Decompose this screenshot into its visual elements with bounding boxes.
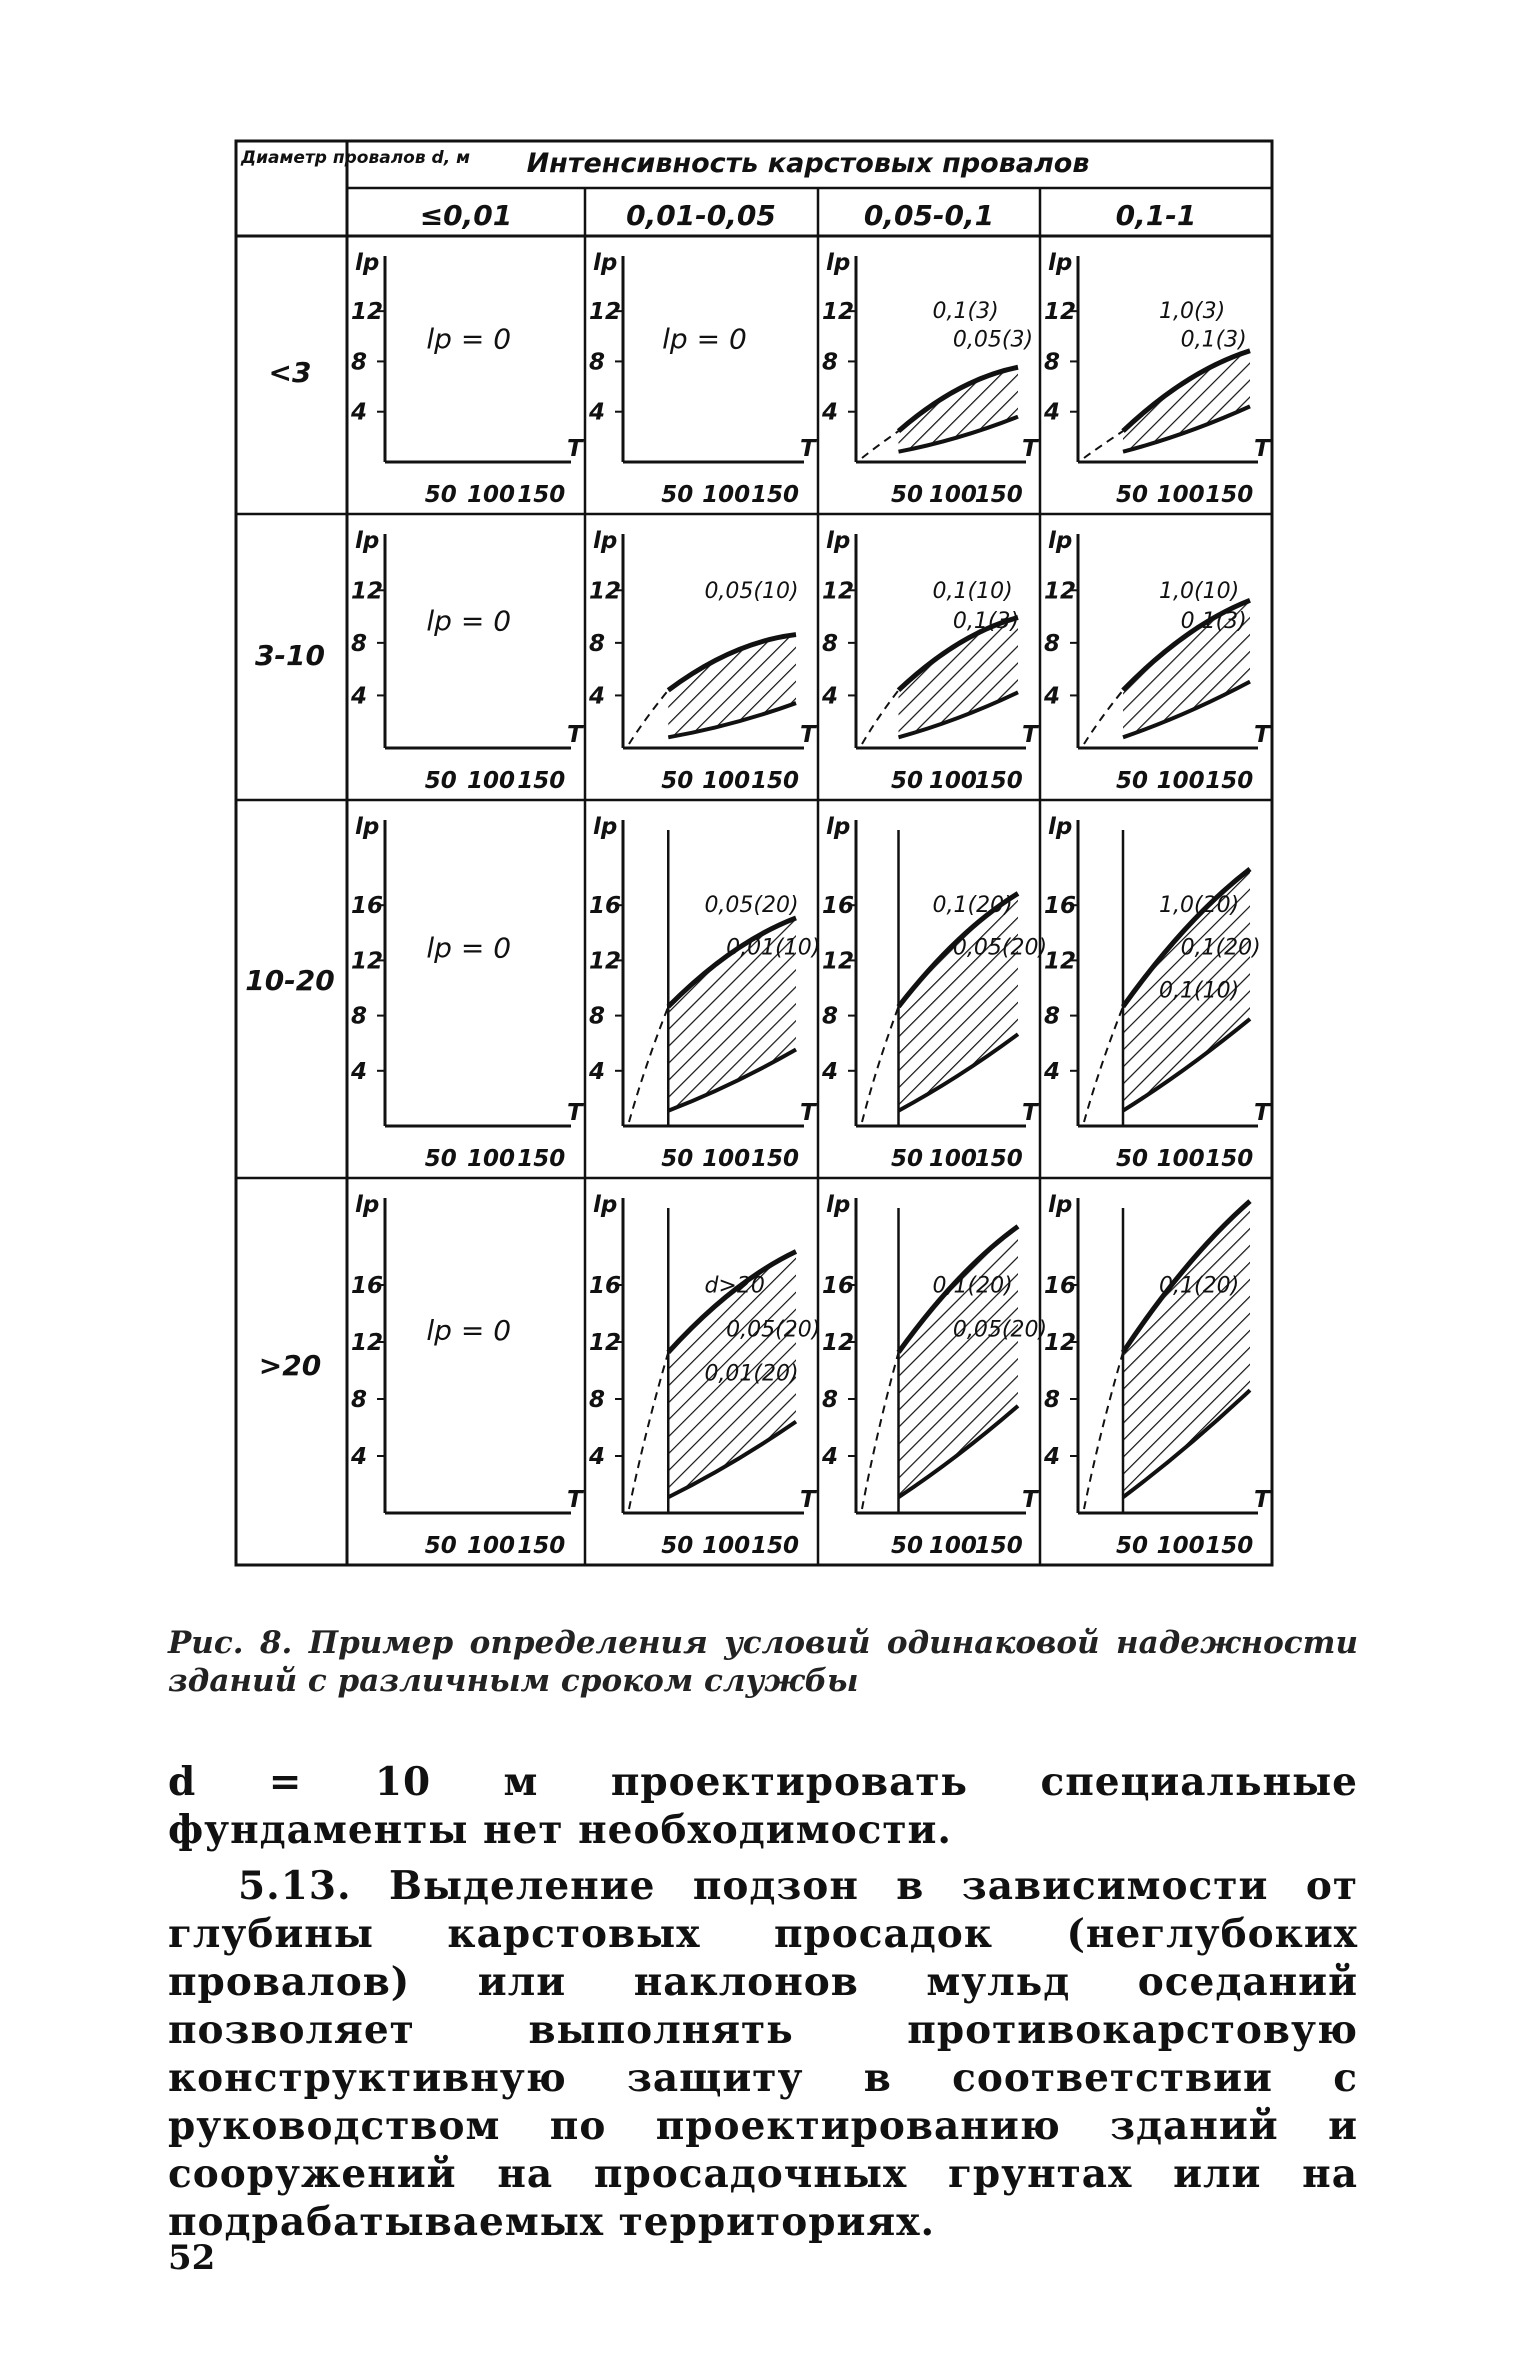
x-axis-label-r3c3: T — [1254, 1487, 1270, 1513]
y-tick-label-r1c1-0: 12 — [589, 578, 622, 605]
x-axis-label-r3c2: T — [1022, 1487, 1038, 1513]
hatched-region-r3c3 — [1123, 1201, 1250, 1497]
x-tick-label-r1c1-1: 100 — [702, 768, 751, 794]
y-tick-label-r1c1-1: 8 — [589, 630, 606, 657]
x-tick-label-r0c1-0: 50 — [661, 482, 694, 508]
x-tick-label-r3c0-2: 150 — [517, 1533, 566, 1559]
x-tick-label-r2c1-1: 100 — [702, 1146, 751, 1172]
y-tick-label-r2c2-0: 16 — [822, 893, 855, 920]
y-tick-label-r0c0-0: 12 — [351, 299, 384, 326]
x-tick-label-r2c2-0: 50 — [890, 1146, 924, 1172]
curve-label-r1c2-0: 0,1(10) — [932, 579, 1013, 605]
x-tick-label-r2c2-2: 150 — [974, 1146, 1023, 1172]
y-tick-label-r1c3-1: 8 — [1044, 630, 1061, 657]
y-tick-label-r2c1-0: 16 — [589, 893, 622, 920]
x-axis-label-r2c2: T — [1022, 1100, 1038, 1126]
curve-label-r3c3-0: 0,1(20) — [1159, 1273, 1240, 1299]
x-tick-label-r3c1-2: 150 — [751, 1533, 800, 1559]
curve-label-r2c2-1: 0,05(20) — [952, 935, 1048, 961]
x-tick-label-r0c0-2: 150 — [517, 482, 566, 508]
y-tick-label-r3c0-3: 4 — [351, 1444, 368, 1470]
page-number: 52 — [168, 2238, 216, 2278]
curve-label-r3c2-1: 0,05(20) — [952, 1317, 1048, 1343]
y-axis-label-r1c3: lp — [1048, 528, 1073, 554]
x-axis-label-r1c0: T — [567, 722, 583, 748]
y-tick-label-r2c2-2: 8 — [822, 1003, 839, 1030]
zero-label-r3c0: lp = 0 — [426, 1313, 512, 1347]
x-tick-label-r0c1-2: 150 — [751, 482, 800, 508]
zero-label-r2c0: lp = 0 — [426, 931, 512, 965]
curve-label-r0c2-0: 0,1(3) — [932, 298, 999, 324]
dashed-curve-r3c1 — [629, 1352, 668, 1509]
row-label-1: <3 — [268, 356, 312, 389]
x-tick-label-r0c3-2: 150 — [1205, 482, 1254, 508]
dashed-curve-r1c1 — [629, 690, 668, 744]
y-tick-label-r0c0-1: 8 — [351, 349, 368, 376]
figure-caption: Рис. 8. Пример определения условий одинаковой надежности зданий с различным сроком службы — [168, 1625, 1358, 1699]
curve-label-r0c2-1: 0,05(3) — [952, 327, 1034, 353]
curve-label-r1c3-0: 1,0(10) — [1159, 579, 1240, 605]
x-tick-label-r3c3-2: 150 — [1205, 1533, 1254, 1559]
dashed-curve-r0c3 — [1084, 431, 1123, 458]
x-tick-label-r1c3-1: 100 — [1156, 768, 1205, 794]
hatched-region-r2c2 — [899, 893, 1019, 1110]
y-axis-label-r3c0: lp — [355, 1192, 380, 1218]
y-tick-label-r2c3-2: 8 — [1044, 1003, 1061, 1030]
curve-label-r1c3-1: 0,1(3) — [1180, 609, 1247, 635]
column-header-1: ≤0,01 — [419, 199, 513, 232]
y-tick-label-r3c1-0: 16 — [589, 1273, 622, 1299]
y-tick-label-r3c3-0: 16 — [1044, 1273, 1077, 1299]
x-axis-label-r0c3: T — [1254, 436, 1270, 462]
y-tick-label-r0c1-0: 12 — [589, 299, 622, 326]
x-tick-label-r2c1-2: 150 — [751, 1146, 800, 1172]
y-tick-label-r1c2-1: 8 — [822, 630, 839, 657]
dashed-curve-r0c2 — [862, 431, 899, 458]
dashed-curve-r2c3 — [1084, 1007, 1123, 1122]
y-tick-label-r0c2-2: 4 — [822, 399, 839, 426]
curve-label-r2c3-2: 0,1(10) — [1159, 978, 1240, 1004]
x-tick-label-r1c2-2: 150 — [974, 768, 1023, 794]
x-axis-label-r0c2: T — [1022, 436, 1038, 462]
y-tick-label-r2c3-3: 4 — [1044, 1058, 1061, 1085]
y-tick-label-r2c1-2: 8 — [589, 1003, 606, 1030]
x-axis-label-r0c1: T — [800, 436, 816, 462]
column-header-2: 0,01-0,05 — [626, 199, 776, 232]
zero-label-r1c0: lp = 0 — [426, 604, 512, 638]
column-header-3: 0,05-0,1 — [863, 199, 995, 232]
y-tick-label-r1c0-0: 12 — [351, 578, 384, 605]
y-tick-label-r2c1-1: 12 — [589, 948, 622, 975]
x-tick-label-r2c1-0: 50 — [661, 1146, 694, 1172]
y-tick-label-r0c2-1: 8 — [822, 349, 839, 376]
y-tick-label-r3c0-0: 16 — [351, 1273, 384, 1299]
y-axis-label-r0c1: lp — [593, 250, 618, 276]
x-tick-label-r0c2-1: 100 — [928, 482, 977, 508]
x-axis-label-r1c1: T — [800, 722, 816, 748]
y-tick-label-r2c3-0: 16 — [1044, 893, 1077, 920]
y-tick-label-r1c3-0: 12 — [1044, 578, 1077, 605]
y-tick-label-r1c2-0: 12 — [822, 578, 855, 605]
curve-label-r3c1-1: 0,05(20) — [726, 1317, 821, 1343]
y-axis-label-r3c2: lp — [826, 1192, 851, 1218]
x-tick-label-r3c1-1: 100 — [702, 1533, 751, 1559]
intensity-title: Интенсивность карстовых провалов — [526, 148, 1090, 179]
x-tick-label-r3c3-0: 50 — [1115, 1533, 1149, 1559]
y-tick-label-r3c2-1: 12 — [822, 1330, 855, 1356]
y-tick-label-r3c1-3: 4 — [589, 1444, 606, 1470]
y-tick-label-r0c1-1: 8 — [589, 349, 606, 376]
x-tick-label-r3c2-2: 150 — [974, 1533, 1023, 1559]
x-tick-label-r2c3-2: 150 — [1205, 1146, 1254, 1172]
curve-label-r0c3-1: 0,1(3) — [1180, 327, 1247, 353]
curve-label-r1c1-0: 0,05(10) — [704, 579, 799, 605]
y-axis-label-r2c1: lp — [593, 814, 618, 840]
y-tick-label-r1c0-2: 4 — [351, 683, 368, 710]
y-axis-label-r2c2: lp — [826, 814, 851, 840]
x-tick-label-r0c0-0: 50 — [424, 482, 457, 508]
zero-label-r0c1: lp = 0 — [662, 322, 747, 356]
x-tick-label-r0c2-2: 150 — [974, 482, 1023, 508]
column-header-4: 0,1-1 — [1115, 199, 1197, 232]
y-tick-label-r0c1-2: 4 — [589, 399, 606, 426]
y-axis-label-r3c1: lp — [593, 1192, 618, 1218]
y-axis-label-r3c3: lp — [1048, 1192, 1073, 1218]
y-axis-label-r2c0: lp — [355, 814, 380, 840]
y-tick-label-r2c1-3: 4 — [589, 1058, 606, 1085]
dashed-curve-r1c2 — [862, 690, 899, 744]
plot-grid — [350, 250, 1272, 1559]
dashed-curve-r2c2 — [862, 1007, 899, 1122]
curve-label-r2c3-0: 1,0(20) — [1159, 892, 1240, 918]
y-tick-label-r3c3-3: 4 — [1044, 1444, 1061, 1470]
x-tick-label-r2c0-2: 150 — [517, 1146, 566, 1172]
row-label-4: >20 — [258, 1349, 322, 1382]
y-tick-label-r3c2-2: 8 — [822, 1387, 839, 1413]
y-tick-label-r1c2-2: 4 — [822, 683, 839, 710]
x-tick-label-r1c1-2: 150 — [751, 768, 800, 794]
x-axis-label-r1c2: T — [1022, 722, 1038, 748]
x-tick-label-r0c3-1: 100 — [1156, 482, 1205, 508]
y-tick-label-r3c0-2: 8 — [351, 1387, 368, 1413]
y-axis-label-r1c2: lp — [826, 528, 851, 554]
y-tick-label-r3c3-1: 12 — [1044, 1330, 1077, 1356]
y-axis-label-r1c1: lp — [593, 528, 618, 554]
x-tick-label-r1c1-0: 50 — [661, 768, 694, 794]
x-tick-label-r3c3-1: 100 — [1156, 1533, 1205, 1559]
x-tick-label-r1c0-0: 50 — [424, 768, 457, 794]
curve-label-r2c1-0: 0,05(20) — [704, 892, 799, 918]
x-tick-label-r0c1-1: 100 — [702, 482, 751, 508]
y-tick-label-r0c3-2: 4 — [1044, 399, 1061, 426]
x-tick-label-r1c2-1: 100 — [928, 768, 977, 794]
curve-label-r3c2-0: 0,1(20) — [932, 1273, 1013, 1299]
y-tick-label-r2c0-1: 12 — [351, 948, 384, 975]
y-tick-label-r2c0-3: 4 — [351, 1058, 368, 1085]
x-axis-label-r0c0: T — [567, 436, 583, 462]
curve-label-r0c3-0: 1,0(3) — [1159, 298, 1226, 324]
x-tick-label-r2c2-1: 100 — [928, 1146, 977, 1172]
dashed-curve-r2c1 — [629, 1007, 668, 1122]
x-tick-label-r0c2-0: 50 — [890, 482, 924, 508]
curve-label-r3c1-0: d>20 — [704, 1273, 765, 1299]
y-tick-label-r1c1-2: 4 — [589, 683, 606, 710]
y-tick-label-r3c0-1: 12 — [351, 1330, 384, 1356]
y-axis-label-r2c3: lp — [1048, 814, 1073, 840]
y-tick-label-r0c3-1: 8 — [1044, 349, 1061, 376]
paragraph-1: d = 10 м проектировать специальные фундаменты нет необходимости. — [168, 1759, 1358, 1853]
diameter-header: Диаметр провалов d, м — [241, 148, 470, 168]
y-tick-label-r0c2-0: 12 — [822, 299, 855, 326]
x-tick-label-r1c3-0: 50 — [1115, 768, 1149, 794]
x-tick-label-r0c0-1: 100 — [467, 482, 516, 508]
y-tick-label-r2c2-3: 4 — [822, 1058, 839, 1085]
curve-label-r2c1-1: 0,01(10) — [726, 935, 821, 961]
row-label-2: 3-10 — [254, 639, 326, 672]
x-axis-label-r1c3: T — [1254, 722, 1270, 748]
x-tick-label-r3c0-1: 100 — [467, 1533, 516, 1559]
y-axis-label-r1c0: lp — [355, 528, 380, 554]
y-tick-label-r3c1-2: 8 — [589, 1387, 606, 1413]
y-tick-label-r1c0-1: 8 — [351, 630, 368, 657]
x-axis-label-r2c1: T — [800, 1100, 816, 1126]
x-tick-label-r2c3-1: 100 — [1156, 1146, 1205, 1172]
y-tick-label-r2c0-2: 8 — [351, 1003, 368, 1030]
curve-label-r2c2-0: 0,1(20) — [932, 892, 1013, 918]
paragraph-2: 5.13. Выделение подзон в зависимости от глубины карстовых просадок (неглубоких провалов) или наклонов мульд оседаний позволяет выполнять противокарстовую конструктивную защиту в соответствии с руководством по проектированию зданий и сооружений на просадочных грунтах или на подрабатываемых территориях. — [168, 1863, 1358, 2245]
y-tick-label-r3c2-3: 4 — [822, 1444, 839, 1470]
x-tick-label-r3c0-0: 50 — [424, 1533, 457, 1559]
zero-label-r0c0: lp = 0 — [426, 322, 512, 356]
dashed-curve-r1c3 — [1084, 690, 1123, 744]
x-tick-label-r3c2-1: 100 — [928, 1533, 977, 1559]
curve-label-r3c1-2: 0,01(20) — [704, 1361, 799, 1387]
y-tick-label-r0c3-0: 12 — [1044, 299, 1077, 326]
hatched-region-r0c3 — [1123, 351, 1250, 452]
y-tick-label-r2c3-1: 12 — [1044, 948, 1077, 975]
y-tick-label-r3c2-0: 16 — [822, 1273, 855, 1299]
y-tick-label-r2c0-0: 16 — [351, 893, 384, 920]
x-axis-label-r2c3: T — [1254, 1100, 1270, 1126]
y-tick-label-r2c2-1: 12 — [822, 948, 855, 975]
curve-label-r2c3-1: 0,1(20) — [1180, 935, 1261, 961]
x-tick-label-r1c2-0: 50 — [890, 768, 924, 794]
row-label-3: 10-20 — [245, 964, 335, 997]
x-axis-label-r3c1: T — [800, 1487, 816, 1513]
x-tick-label-r2c3-0: 50 — [1115, 1146, 1149, 1172]
y-tick-label-r3c3-2: 8 — [1044, 1387, 1061, 1413]
dashed-curve-r3c2 — [862, 1352, 899, 1509]
y-axis-label-r0c0: lp — [355, 250, 380, 276]
y-tick-label-r0c0-2: 4 — [351, 399, 368, 426]
x-tick-label-r3c2-0: 50 — [890, 1533, 924, 1559]
y-axis-label-r0c3: lp — [1048, 250, 1073, 276]
dashed-curve-r3c3 — [1084, 1352, 1123, 1509]
y-tick-label-r3c1-1: 12 — [589, 1330, 622, 1356]
x-tick-label-r2c0-0: 50 — [424, 1146, 457, 1172]
x-tick-label-r0c3-0: 50 — [1115, 482, 1149, 508]
x-axis-label-r3c0: T — [567, 1487, 583, 1513]
x-axis-label-r2c0: T — [567, 1100, 583, 1126]
x-tick-label-r3c1-0: 50 — [661, 1533, 694, 1559]
x-tick-label-r1c0-2: 150 — [517, 768, 566, 794]
x-tick-label-r1c0-1: 100 — [467, 768, 516, 794]
y-tick-label-r1c3-2: 4 — [1044, 683, 1061, 710]
x-tick-label-r1c3-2: 150 — [1205, 768, 1254, 794]
y-axis-label-r0c2: lp — [826, 250, 851, 276]
x-tick-label-r2c0-1: 100 — [467, 1146, 516, 1172]
curve-label-r1c2-1: 0,1(3) — [952, 609, 1020, 635]
